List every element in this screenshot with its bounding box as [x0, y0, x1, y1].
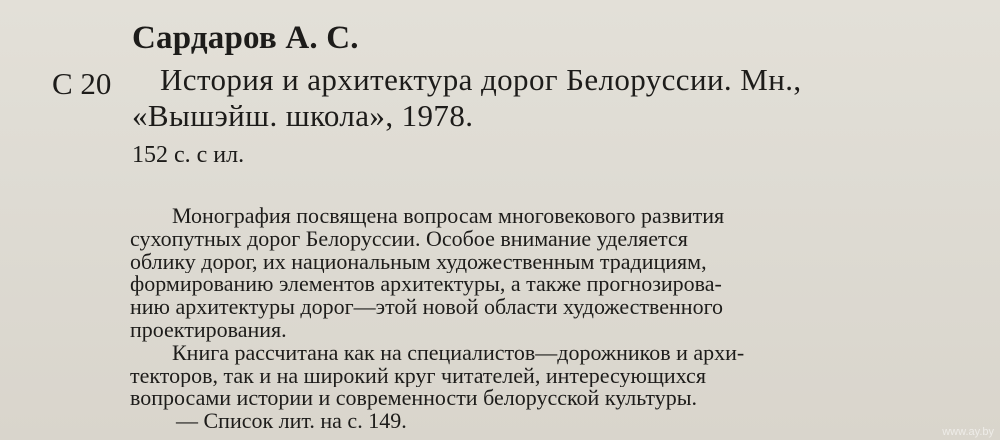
abstract-line: облику дорог, их национальным художественным традициям,: [130, 250, 707, 274]
abstract-line: нию архитектуры дорог—этой новой области художественного: [130, 296, 724, 319]
abstract-text: [130, 205, 975, 433]
abstract-line: Книга рассчитана как на специалистов—дорожников и архи-: [172, 341, 745, 365]
abstract-line: проектирования.: [130, 318, 287, 342]
title-line-2: «Вышэйш. школа», 1978.: [132, 98, 474, 133]
abstract-line: текторов, так и на широкий круг читателей, интересующихся: [130, 364, 706, 388]
abstract-line: сухопутных дорог Белоруссии. Особое внимание уделяется: [130, 227, 688, 251]
watermark: www.ay.by: [942, 426, 994, 438]
abstract-line: формированию элементов архитектуры, а также прогнозирова-: [130, 273, 722, 297]
author-name: Сардаров А. С.: [132, 20, 359, 56]
abstract-line: Монография посвящена вопросам многовекового развития: [172, 205, 725, 228]
bibliography-note: — Список лит. на с. 149.: [176, 410, 407, 433]
abstract-line: вопросами истории и современности белорусской культуры.: [130, 387, 698, 411]
page-count: 152 с. с ил.: [132, 142, 245, 168]
call-number: С 20: [52, 66, 112, 101]
title-line-1: История и архитектура дорог Белоруссии. Мн.,: [160, 62, 802, 97]
